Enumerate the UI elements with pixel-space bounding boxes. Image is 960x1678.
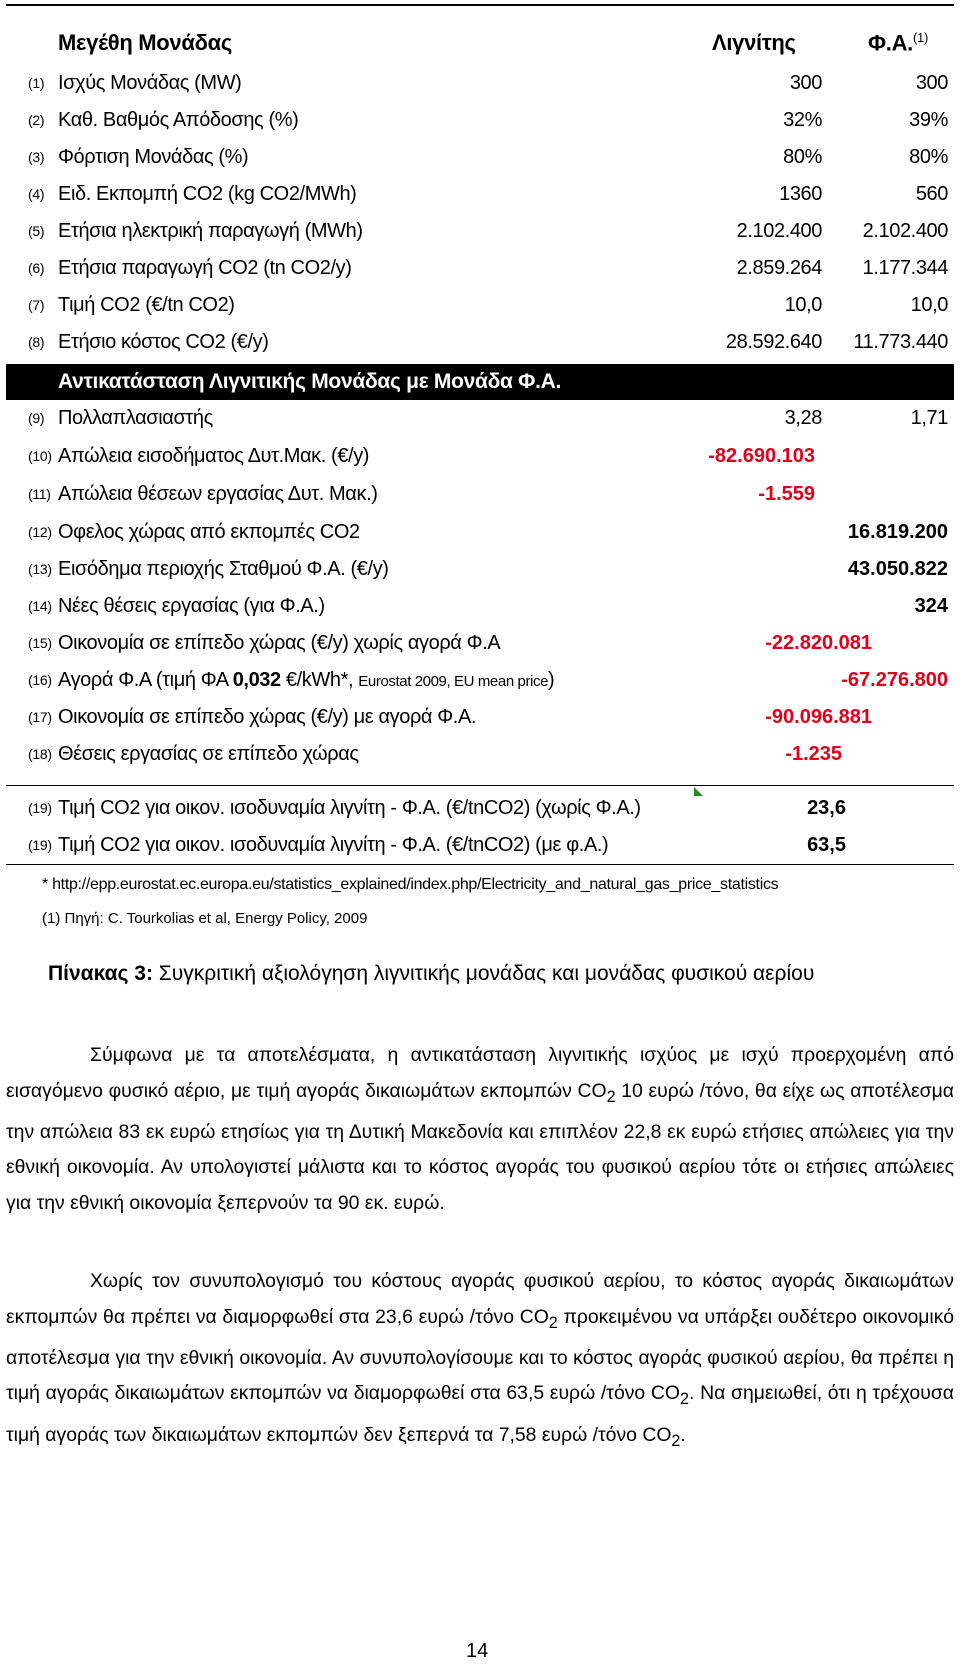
table-row: (14) Νέες θέσεις εργασίας (για Φ.Α.) 324 (28, 595, 948, 617)
table-row: (17) Οικονομία σε επίπεδο χώρας (€/y) με αγορά Φ.Α. -90.096.881 (28, 706, 872, 728)
table-row: (7) Τιμή CO2 (€/tn CO2) 10,0 10,0 (28, 294, 948, 316)
table-separator (6, 785, 954, 786)
table-row: (10) Απώλεια εισοδήματος Δυτ.Μακ. (€/y) -82.690.103 (28, 445, 815, 467)
table-row: (11) Απώλεια θέσεων εργασίας Δυτ. Μακ.) -1.559 (28, 483, 815, 505)
page-number: 14 (466, 1640, 489, 1662)
table-row: (4) Ειδ. Εκπομπή CO2 (kg CO2/MWh) 1360 560 (28, 183, 948, 205)
table-row: (15) Οικονομία σε επίπεδο χώρας (€/y) χωρίς αγορά Φ.Α -22.820.081 (28, 632, 872, 654)
table-top-rule (6, 4, 954, 6)
paragraph-2: Χωρίς τον συνυπολογισμό του κόστους αγοράς φυσικού αερίου, το κόστος αγοράς δικαιωμάτων εκπομπών θα πρέπει να διαμορφωθεί στα 23,6 ευρώ /τόνο $CO_2$ προκειμένου να υπάρξει ουδέτερο οικονομικό αποτέλεσμα για την εθνική οικονομία. Αν συνυπολογίσουμε και το κόστος αγοράς φυσικού αερίου, θα πρέπει η τιμή αγοράς δικαιωμάτων εκπομπών να διαμορφωθεί στα 63,5 ευρώ /τόνο $CO_2$. Να σημειωθεί, ότι η τρέχουσα τιμή αγοράς των δικαιωμάτων εκπομπών δεν ξεπερνά τα 7,58 ευρώ /τόνο $CO_2$. (6, 1270, 954, 1450)
table-bottom-rule (6, 864, 954, 865)
table-row: (9) Πολλαπλασιαστής 3,28 1,71 (28, 407, 948, 429)
table-row: (5) Ετήσια ηλεκτρική παραγωγή (MWh) 2.102.400 2.102.400 (28, 220, 948, 242)
table-header-natural-gas: Φ.Α.$^{(1)}$ (868, 30, 928, 56)
source-footnote-ref: (1) (912, 30, 928, 45)
table-row: (13) Εισόδημα περιοχής Σταθμού Φ.Α. (€/y) 43.050.822 (28, 558, 948, 580)
table-header-title: Μεγέθη Μονάδας (58, 30, 233, 55)
section-band-title: Αντικατάσταση Λιγνιτικής Μονάδας με Μονάδα Φ.Α. (58, 370, 562, 393)
table-row: (8) Ετήσιο κόστος CO2 (€/y) 28.592.640 11.773.440 (28, 331, 948, 353)
source-footnote: (1) Πηγή: C. Tourkolias et al, Energy Policy, 2009 (42, 910, 368, 927)
table-row: (3) Φόρτιση Μονάδας (%) 80% 80% (28, 146, 948, 168)
table-row: (12) Οφελος χώρας από εκπομπές CO2 16.819.200 (28, 521, 948, 543)
table-row: (19) Τιμή CO2 για οικον. ισοδυναμία λιγνίτη - Φ.Α. (€/tnCO2) (με φ.Α.) 63,5 (28, 834, 846, 856)
table-header-lignite: Λιγνίτης (712, 30, 796, 55)
table-caption: Πίνακας 3: Συγκριτική αξιολόγηση λιγνιτικής μονάδας και μονάδας φυσικού αερίου (48, 962, 815, 985)
table-row: (16) Αγορά Φ.Α (τιμή ΦΑ 0,032 €/kWh*, Eurostat 2009, EU mean price) -67.276.800 (28, 669, 948, 691)
eurostat-footnote: * http://epp.eurostat.ec.europa.eu/statistics_explained/index.php/Electricity_and_natural_gas_price_statistics (42, 876, 779, 893)
table-row: (6) Ετήσια παραγωγή CO2 (tn CO2/y) 2.859.264 1.177.344 (28, 257, 948, 279)
section-band (6, 364, 954, 400)
table-row: (19) Τιμή CO2 για οικον. ισοδυναμία λιγνίτη - Φ.Α. (€/tnCO2) (χωρίς Φ.Α.) 23,6 (28, 797, 846, 819)
table-row: (1) Ισχύς Μονάδας (MW) 300 300 (28, 72, 948, 94)
paragraph-1: Σύμφωνα με τα αποτελέσματα, η αντικατάσταση λιγνιτικής ισχύος με ισχύ προερχομένη από εισαγόμενο φυσικό αέριο, με τιμή αγοράς δικαιωμάτων εκπομπών $CO_2$ 10 ευρώ /τόνο, θα είχε ως αποτέλεσμα την απώλεια 83 εκ ευρώ ετησίως για τη Δυτική Μακεδονία και επιπλέον 22,8 εκ ευρώ ετήσιες απώλειες για την εθνική οικονομία. Αν υπολογιστεί μάλιστα και το κόστος αγοράς του φυσικού αερίου τότε οι ετήσιες απώλειες για την εθνική οικονομία ξεπερνούν τα 90 εκ. ευρώ. (6, 1044, 955, 1214)
table-row: (2) Καθ. Βαθμός Απόδοσης (%) 32% 39% (28, 109, 948, 131)
table-row: (18) Θέσεις εργασίας σε επίπεδο χώρας -1.235 (28, 743, 842, 765)
